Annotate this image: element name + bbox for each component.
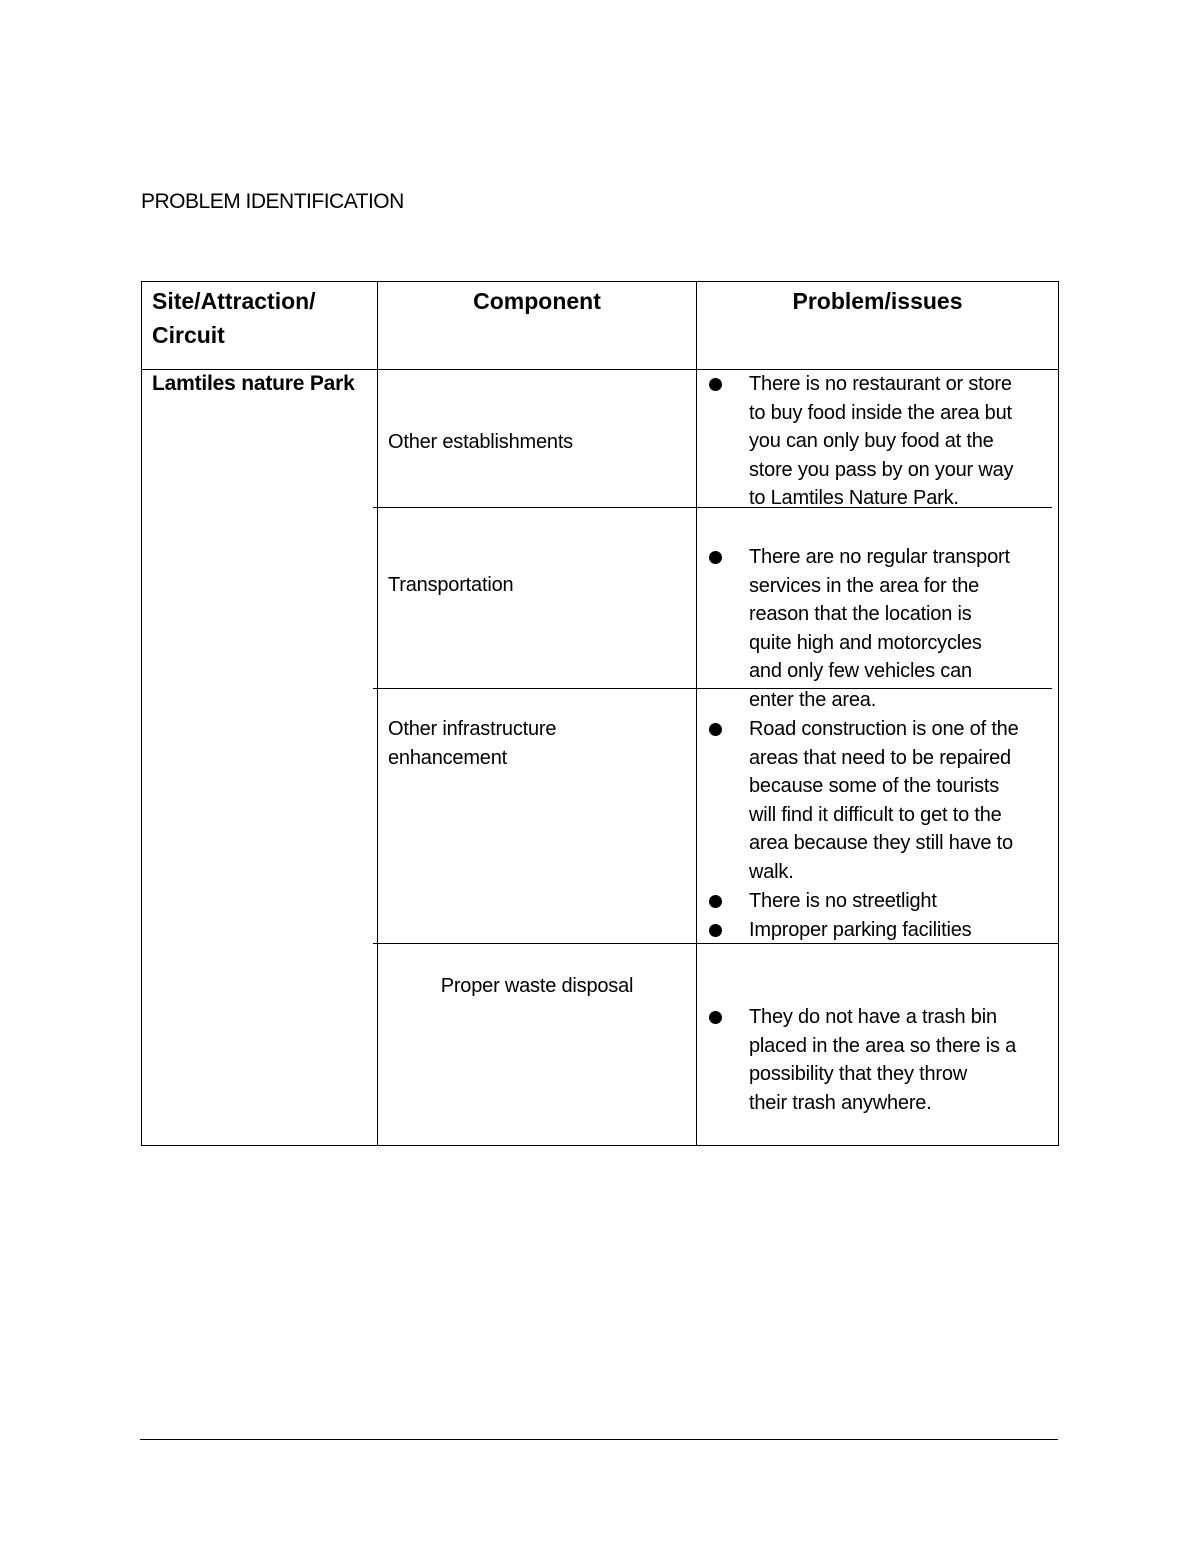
problem-identification-table [141,281,1059,1146]
footer-rule [140,1439,1058,1440]
column-divider-1 [377,281,378,1146]
issue-line: will find it difficult to get to the [749,803,1002,826]
issue-line: to buy food inside the area but [749,401,1012,424]
table-border-top [141,281,1059,282]
component-other-infrastructure-line-2: enhancement [388,747,508,769]
issue-line: services in the area for the [749,574,980,597]
table-border-left [141,281,142,1146]
issue-line: There is no restaurant or store [749,373,1012,395]
bullet-icon [709,378,722,391]
column-divider-2 [696,281,697,1146]
issue-line: reason that the location is [749,603,972,626]
component-proper-waste-disposal: Proper waste disposal [440,975,634,997]
bullet-icon [709,551,722,564]
issue-line: Improper parking facilities [749,919,972,941]
site-name: Lamtiles nature Park [152,372,355,395]
header-site-line-2: Circuit [152,322,225,348]
issue-line: because some of the tourists [749,775,1000,798]
issue-line: their trash anywhere. [749,1091,932,1114]
page-title: PROBLEM IDENTIFICATION [141,190,404,213]
issue-line: There are no regular transport [749,546,1010,568]
header-component: Component [473,288,601,314]
issue-line: There is no streetlight [749,890,937,912]
bullet-icon [709,895,722,908]
header-problem: Problem/issues [792,288,963,314]
component-transportation: Transportation [388,574,514,596]
table-border-right [1058,281,1059,1146]
issue-line: They do not have a trash bin [749,1006,997,1028]
issue-line: enter the area. [749,689,877,711]
issue-line: store you pass by on your way [749,458,1014,481]
issue-line: placed in the area so there is a [749,1034,1017,1057]
component-other-establishments: Other establishments [388,431,573,453]
header-site-line-1: Site/Attraction/ [152,288,316,314]
component-other-infrastructure-line-1: Other infrastructure [388,718,557,740]
issue-line: areas that need to be repaired [749,746,1011,769]
issue-line: possibility that they throw [749,1063,968,1086]
bullet-icon [709,723,722,736]
row-divider-2 [373,688,1052,689]
issue-line: you can only buy food at the [749,430,994,453]
bullet-icon [709,924,722,937]
issue-line: area because they still have to [749,832,1013,855]
issue-line: quite high and motorcycles [749,631,982,654]
issue-line: and only few vehicles can [749,660,972,683]
table-border-bottom [141,1145,1059,1146]
issue-line: to Lamtiles Nature Park. [749,487,959,510]
issue-line: walk. [749,861,794,883]
bullet-icon [709,1011,722,1024]
issue-line: Road construction is one of the [749,718,1019,740]
